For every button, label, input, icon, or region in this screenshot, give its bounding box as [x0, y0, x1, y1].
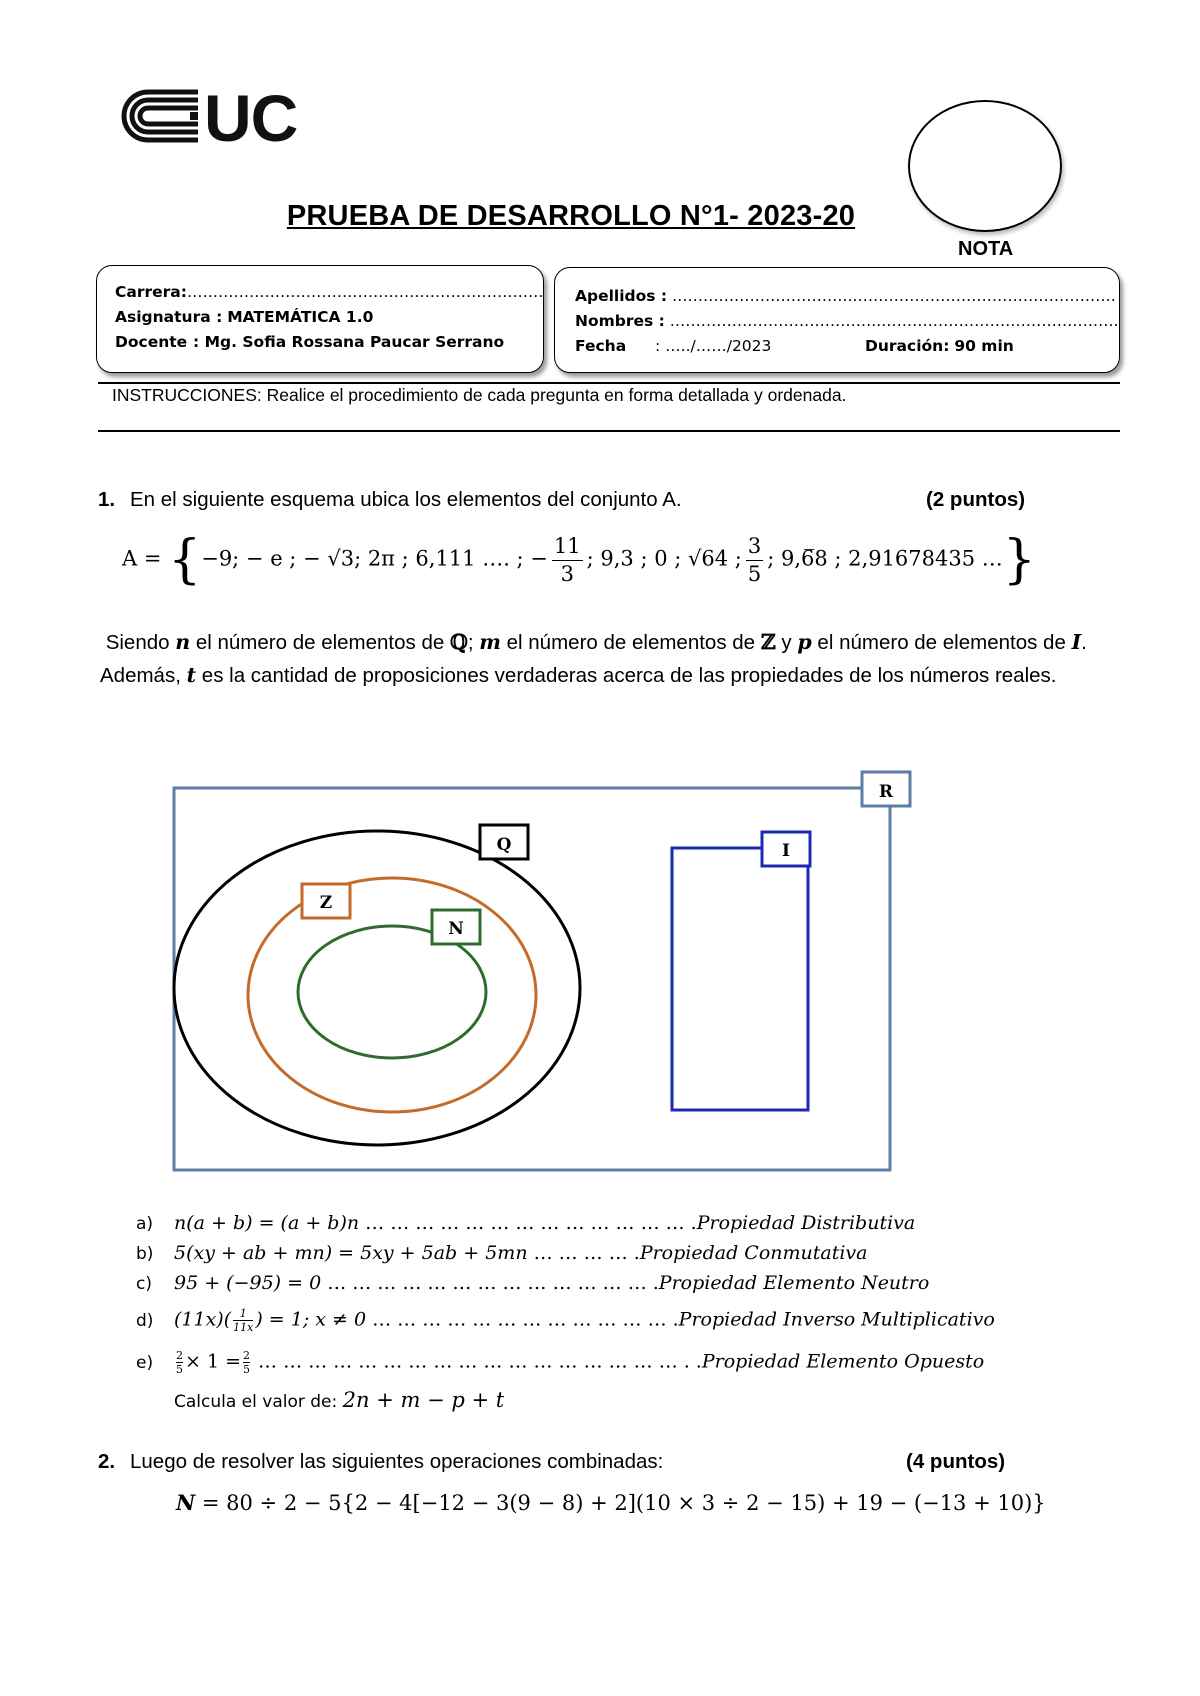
para-text: . Además,: [100, 631, 1087, 687]
q1-points: (2 puntos): [926, 488, 1026, 511]
docente-value: : Mg. Sofia Rossana Paucar Serrano: [193, 333, 505, 351]
q1-paragraph: [100, 626, 1110, 692]
fraction-denominator: 11x: [233, 1321, 254, 1334]
proposition-property: Propiedad Inverso Multiplicativo: [678, 1308, 995, 1331]
fraction-11-3: [552, 533, 583, 586]
proposition-property: Propiedad Conmutativa: [639, 1242, 868, 1264]
apellidos-row: [575, 284, 1119, 309]
proposition-label: c): [136, 1274, 152, 1294]
carrera-row: [115, 280, 543, 305]
apellidos-field[interactable]: ……………………………..……………………………………………: [672, 287, 1116, 305]
label-q: Q: [496, 835, 512, 855]
label-z: Z: [319, 893, 333, 913]
q1-number: 1.: [98, 488, 116, 511]
proposition-expression: (11x)(: [174, 1308, 232, 1331]
apellidos-label: Apellidos :: [575, 287, 668, 305]
instructions-text: INSTRUCCIONES: Realice el procedimiento de cada pregunta en forma detallada y ordenada.: [112, 385, 847, 405]
exam-title: PRUEBA DE DESARROLLO N°1- 2023-20: [286, 200, 856, 232]
proposition-label: e): [136, 1352, 154, 1373]
set-q-symbol: ℚ: [449, 630, 468, 654]
set-z-ellipse: [248, 878, 536, 1112]
proposition-expression: ) = 1; x ≠ 0: [255, 1308, 367, 1331]
q2-number: 2.: [98, 1450, 116, 1473]
carrera-label: Carrera:: [115, 283, 187, 301]
set-a-part1: −9; − e ; − √3; 2π ; 6,111 …. ; −: [201, 546, 548, 571]
number-sets-diagram: [170, 770, 920, 1190]
set-a-part2: ; 9,3 ; 0 ; √64 ;: [586, 546, 742, 571]
var-t: t: [186, 663, 197, 687]
proposition-dots: … … … … … … … … … … … … … .: [321, 1272, 659, 1294]
small-fraction: [176, 1350, 183, 1375]
proposition-property: Propiedad Distributiva: [696, 1212, 916, 1234]
left-brace: {: [168, 530, 202, 590]
calc-label: Calcula el valor de:: [174, 1392, 338, 1412]
proposition-dots: … … … … .: [527, 1242, 640, 1264]
asignatura-label: Asignatura :: [115, 308, 223, 326]
fraction-numerator: 11: [552, 536, 583, 561]
logo-text: UC: [204, 81, 298, 155]
divider-top: [98, 382, 1120, 384]
nombres-label: Nombres :: [575, 312, 665, 330]
q2-statement: Luego de resolver las siguientes operaciones combinadas:: [130, 1450, 664, 1473]
carrera-field[interactable]: ……………………………………………………………: [186, 283, 544, 301]
docente-label: Docente: [115, 333, 188, 351]
calc-expression: 2n + m − p + t: [342, 1388, 505, 1412]
proposition-dots: … … … … … … … … … … … … … … … … … . .: [252, 1350, 702, 1373]
proposition-label: a): [136, 1214, 154, 1234]
course-info-box: [96, 265, 544, 373]
grade-label: NOTA: [958, 238, 1014, 260]
q2-points: (4 puntos): [906, 1450, 1006, 1473]
right-brace: }: [1002, 530, 1036, 590]
proposition-label: b): [136, 1244, 154, 1264]
q2-expression: [176, 1490, 1046, 1515]
fraction-numerator: 2: [243, 1349, 251, 1362]
var-n-upper: N: [176, 1490, 196, 1515]
fecha-field[interactable]: : …../……/2023: [655, 337, 772, 355]
nombres-field[interactable]: …………………………………..……………………………………….: [669, 312, 1119, 330]
q1-statement: En el siguiente esquema ubica los elementos del conjunto A.: [130, 488, 682, 511]
var-m: m: [479, 630, 501, 654]
para-text: el número de elementos de: [500, 631, 761, 654]
proposition-property: Propiedad Elemento Neutro: [658, 1272, 930, 1294]
var-p: p: [797, 630, 812, 654]
q2-expression-body: = 80 ÷ 2 − 5{2 − 4[−12 − 3(9 − 8) + 2](10 × 3 ÷ 2 − 15) + 19 − (−13 + 10)}: [201, 1491, 1046, 1515]
proposition-label: d): [136, 1310, 154, 1331]
proposition-dots: … … … … … … … … … … … … … .: [359, 1212, 697, 1234]
set-a-part3: ; 9,6̅8 ; 2,91678435 …: [767, 546, 1003, 571]
para-text: el número de elementos de: [190, 631, 450, 654]
small-fraction: [233, 1308, 253, 1333]
fraction-numerator: 2: [176, 1349, 183, 1362]
proposition-expression: × 1 =: [185, 1350, 242, 1373]
proposition-expression: 95 + (−95) = 0: [174, 1272, 322, 1294]
para-text: y: [775, 631, 798, 654]
proposition-c: [136, 1272, 929, 1295]
proposition-a: [136, 1212, 915, 1235]
docente-row: [115, 330, 543, 355]
small-fraction: [243, 1350, 250, 1375]
set-a-lhs: A =: [122, 546, 162, 571]
student-info-box: [554, 267, 1120, 373]
para-text: el número de elementos de: [811, 631, 1072, 654]
label-n: N: [448, 919, 464, 939]
calc-instruction: [174, 1388, 504, 1412]
fraction-3-5: [746, 533, 763, 586]
label-r: R: [878, 782, 894, 802]
university-logo: [118, 81, 318, 155]
proposition-e: [136, 1350, 984, 1375]
para-text: ;: [467, 631, 480, 654]
duracion-label: Duración:: [865, 337, 950, 355]
set-i-symbol: I: [1071, 630, 1082, 654]
fraction-numerator: 3: [746, 536, 763, 561]
proposition-b: [136, 1242, 868, 1265]
label-i: I: [782, 841, 790, 861]
set-z-symbol: ℤ: [760, 630, 776, 654]
para-text: es la cantidad de proposiciones verdaderas acerca de las propiedades de los números reales.: [196, 664, 1057, 687]
fecha-row: [575, 334, 1119, 359]
set-a-definition: [122, 530, 1036, 590]
fraction-denominator: 5: [176, 1363, 183, 1376]
set-i-rectangle: [672, 848, 808, 1110]
var-n: n: [175, 630, 191, 654]
asignatura-row: [115, 305, 543, 330]
para-text: Siendo: [105, 631, 176, 654]
fecha-label: Fecha: [575, 337, 627, 355]
duracion-value: 90 min: [954, 337, 1014, 355]
divider-bottom: [98, 430, 1120, 432]
proposition-expression: n(a + b) = (a + b)n: [174, 1212, 360, 1234]
fraction-denominator: 3: [560, 561, 574, 586]
asignatura-value: MATEMÁTICA 1.0: [227, 308, 374, 326]
nombres-row: [575, 309, 1119, 334]
proposition-property: Propiedad Elemento Opuesto: [701, 1350, 985, 1373]
logo-stripes-icon: [118, 86, 208, 146]
fraction-denominator: 5: [243, 1363, 251, 1376]
proposition-expression: 5(xy + ab + mn) = 5xy + 5ab + 5mn: [174, 1242, 528, 1264]
proposition-d: [136, 1308, 995, 1333]
fraction-numerator: 1: [233, 1308, 253, 1321]
proposition-dots: … … … … … … … … … … … … .: [366, 1308, 679, 1331]
fraction-denominator: 5: [747, 561, 762, 586]
set-n-ellipse: [298, 926, 486, 1058]
